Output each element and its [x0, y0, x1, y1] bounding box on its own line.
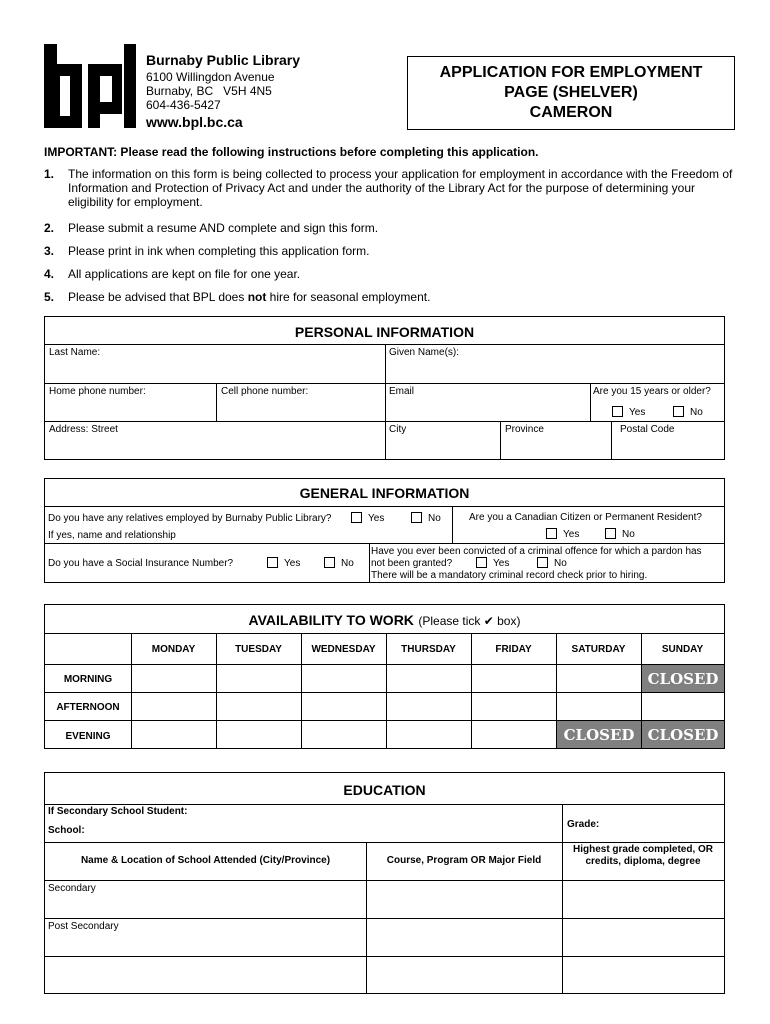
school-field[interactable] — [90, 820, 560, 840]
instruction-text-part: Please be advised that BPL does — [68, 290, 248, 304]
city-field[interactable] — [386, 435, 499, 458]
org-name: Burnaby Public Library — [146, 52, 301, 68]
website: www.bpl.bc.ca — [146, 114, 243, 130]
grade-field[interactable] — [605, 811, 723, 839]
availability-cell-friday-morning[interactable] — [472, 665, 556, 692]
age-yes-checkbox[interactable] — [612, 406, 623, 417]
instruction-item — [44, 244, 734, 258]
relatives-yes-label: Yes — [368, 513, 385, 524]
personal-information-section — [44, 316, 725, 460]
availability-cell-monday-afternoon[interactable] — [132, 693, 216, 720]
day-header-friday: FRIDAY — [495, 644, 532, 655]
criminal-no-checkbox[interactable] — [537, 557, 548, 568]
email-label: Email — [389, 386, 415, 397]
age-no-label: No — [690, 407, 703, 418]
availability-cell-wednesday-afternoon[interactable] — [302, 693, 386, 720]
criminal-yes-label: Yes — [493, 558, 510, 569]
post-secondary-course-field[interactable] — [367, 919, 562, 956]
instruction-number: 2. — [44, 221, 55, 235]
form-title-box — [407, 56, 735, 130]
instruction-item — [44, 167, 734, 209]
education-section — [44, 772, 725, 994]
column-header-school: Name & Location of School Attended (City/Province) — [80, 855, 331, 866]
relatives-no-label: No — [428, 513, 441, 524]
home-phone-label: Home phone number: — [49, 386, 146, 397]
availability-cell-sunday-afternoon[interactable] — [642, 693, 724, 720]
age-question-label: Are you 15 years or older? — [593, 386, 711, 397]
instruction-text: Please print in ink when completing this application form. — [68, 244, 370, 258]
instruction-text-emphasis: not — [247, 290, 267, 304]
age-yes-label: Yes — [629, 407, 646, 418]
post-secondary-grade-field[interactable] — [563, 919, 724, 956]
extra-grade-field[interactable] — [563, 957, 724, 993]
sin-no-checkbox[interactable] — [324, 557, 335, 568]
form-title-line-1: APPLICATION FOR EMPLOYMENT — [439, 64, 703, 81]
availability-cell-saturday-afternoon[interactable] — [557, 693, 641, 720]
relatives-yes-option[interactable] — [351, 512, 384, 524]
relatives-followup-label: If yes, name and relationship — [48, 530, 176, 541]
citizen-no-checkbox[interactable] — [605, 528, 616, 539]
citizen-yes-checkbox[interactable] — [546, 528, 557, 539]
period-label-afternoon: AFTERNOON — [56, 702, 120, 713]
cell-phone-field[interactable] — [217, 397, 384, 420]
availability-heading — [45, 612, 724, 630]
day-header-thursday: THURSDAY — [401, 644, 456, 655]
column-header-grade-line-1: Highest grade completed, OR — [572, 844, 714, 855]
phone-number: 604-436-5427 — [146, 98, 221, 112]
grade-label: Grade: — [567, 819, 600, 830]
availability-cell-wednesday-evening[interactable] — [302, 721, 386, 748]
instruction-text: All applications are kept on file for one year. — [68, 267, 301, 281]
closed-badge-sunday-morning: CLOSED — [642, 665, 724, 692]
instruction-text — [68, 290, 734, 304]
instruction-number: 3. — [44, 244, 55, 258]
criminal-question-line-1: Have you ever been convicted of a criminal offence for which a pardon has — [371, 546, 702, 557]
address-line-2: Burnaby, BC V5H 4N5 — [146, 84, 272, 98]
criminal-question-line-2: not been granted? — [371, 558, 453, 569]
instruction-item — [44, 290, 734, 304]
availability-title: AVAILABILITY TO WORK — [248, 612, 414, 628]
citizen-yes-option[interactable] — [546, 528, 579, 540]
address-street-label: Address: Street — [49, 424, 118, 435]
province-label: Province — [505, 424, 544, 435]
period-label-morning: MORNING — [63, 674, 113, 685]
availability-cell-saturday-morning[interactable] — [557, 665, 641, 692]
form-title-line-2: PAGE (SHELVER) — [504, 84, 638, 101]
instruction-text: The information on this form is being collected to process your application for employment in accordance with the Freedom of Information and Protection of Privacy Act and under the authority of the Library Act for the purpose of determining your eligibility for employment. — [68, 167, 733, 209]
secondary-student-label: If Secondary School Student: — [48, 806, 188, 817]
availability-cell-tuesday-afternoon[interactable] — [217, 693, 301, 720]
important-notice: IMPORTANT: Please read the following instructions before completing this application. — [44, 145, 539, 159]
instruction-item — [44, 221, 734, 235]
citizen-question: Are you a Canadian Citizen or Permanent Resident? — [469, 512, 702, 523]
sin-no-label: No — [341, 558, 354, 569]
relatives-yes-checkbox[interactable] — [351, 512, 362, 523]
column-header-grade-line-2: credits, diploma, degree — [585, 856, 701, 867]
availability-cell-friday-afternoon[interactable] — [472, 693, 556, 720]
relatives-no-option[interactable] — [411, 512, 441, 524]
instruction-text-part: hire for seasonal employment. — [266, 290, 431, 304]
criminal-no-label: No — [554, 558, 567, 569]
citizen-yes-label: Yes — [563, 529, 580, 540]
availability-cell-tuesday-evening[interactable] — [217, 721, 301, 748]
library-address-block — [146, 52, 300, 130]
criminal-no-option[interactable] — [537, 557, 567, 569]
age-no-checkbox[interactable] — [673, 406, 684, 417]
criminal-check-note: There will be a mandatory criminal record check prior to hiring. — [371, 570, 648, 581]
address-street-field[interactable] — [46, 435, 384, 458]
availability-cell-monday-morning[interactable] — [132, 665, 216, 692]
row-label-secondary: Secondary — [48, 883, 96, 894]
address-line-1: 6100 Willingdon Avenue — [146, 70, 275, 84]
availability-cell-thursday-morning[interactable] — [387, 665, 471, 692]
criminal-yes-option[interactable] — [476, 557, 509, 569]
availability-cell-thursday-evening[interactable] — [387, 721, 471, 748]
city-label: City — [389, 424, 407, 435]
home-phone-field[interactable] — [46, 397, 215, 420]
availability-cell-thursday-afternoon[interactable] — [387, 693, 471, 720]
cell-phone-label: Cell phone number: — [221, 386, 309, 397]
sin-yes-checkbox[interactable] — [267, 557, 278, 568]
instruction-number: 4. — [44, 267, 55, 281]
age-yes-option[interactable] — [612, 406, 645, 418]
form-title-line-3: CAMERON — [529, 104, 613, 121]
secondary-school-field[interactable] — [46, 895, 365, 917]
sin-question: Do you have a Social Insurance Number? — [48, 558, 234, 569]
extra-course-field[interactable] — [367, 957, 562, 993]
postal-code-field[interactable] — [612, 435, 724, 458]
given-names-label: Given Name(s): — [389, 347, 460, 358]
secondary-course-field[interactable] — [367, 881, 562, 918]
school-label: School: — [48, 825, 85, 836]
age-no-option[interactable] — [673, 406, 703, 418]
instruction-number: 5. — [44, 290, 55, 304]
general-information-title: GENERAL INFORMATION — [299, 485, 470, 501]
day-header-wednesday: WEDNESDAY — [311, 644, 376, 655]
post-secondary-school-field[interactable] — [46, 933, 365, 955]
instruction-item — [44, 267, 734, 281]
province-field[interactable] — [501, 435, 610, 458]
criminal-yes-checkbox[interactable] — [476, 557, 487, 568]
given-names-field[interactable] — [386, 359, 724, 382]
day-header-saturday: SATURDAY — [571, 644, 626, 655]
last-name-field[interactable] — [46, 359, 384, 382]
closed-badge-sunday-evening: CLOSED — [642, 721, 724, 748]
availability-cell-friday-evening[interactable] — [472, 721, 556, 748]
availability-subtitle: (Please tick ✔ box) — [418, 614, 521, 628]
availability-cell-wednesday-morning[interactable] — [302, 665, 386, 692]
row-label-post-secondary: Post Secondary — [48, 921, 119, 932]
secondary-grade-field[interactable] — [563, 881, 724, 918]
column-header-grade — [562, 844, 724, 868]
closed-badge-saturday-evening: CLOSED — [557, 721, 641, 748]
sin-yes-label: Yes — [284, 558, 301, 569]
bpl-logo-icon — [44, 44, 136, 128]
period-label-evening: EVENING — [65, 731, 111, 742]
personal-information-title: PERSONAL INFORMATION — [294, 324, 475, 340]
relatives-question: Do you have any relatives employed by Burnaby Public Library? — [48, 513, 332, 524]
postal-code-label: Postal Code — [620, 424, 675, 435]
sin-yes-option[interactable] — [267, 557, 300, 569]
extra-school-field[interactable] — [46, 957, 365, 993]
availability-section — [44, 604, 725, 749]
instruction-text: Please submit a resume AND complete and sign this form. — [68, 221, 379, 235]
education-title: EDUCATION — [343, 782, 426, 798]
instruction-number: 1. — [44, 167, 55, 181]
email-field[interactable] — [386, 397, 589, 420]
citizen-no-label: No — [622, 529, 635, 540]
day-header-monday: MONDAY — [151, 644, 196, 655]
relatives-no-checkbox[interactable] — [411, 512, 422, 523]
day-header-tuesday: TUESDAY — [235, 644, 282, 655]
availability-cell-monday-evening[interactable] — [132, 721, 216, 748]
availability-cell-tuesday-morning[interactable] — [217, 665, 301, 692]
last-name-label: Last Name: — [49, 347, 101, 358]
sin-no-option[interactable] — [324, 557, 354, 569]
general-information-section — [44, 478, 725, 583]
column-header-course: Course, Program OR Major Field — [386, 855, 542, 866]
day-header-sunday: SUNDAY — [661, 644, 704, 655]
citizen-no-option[interactable] — [605, 528, 635, 540]
